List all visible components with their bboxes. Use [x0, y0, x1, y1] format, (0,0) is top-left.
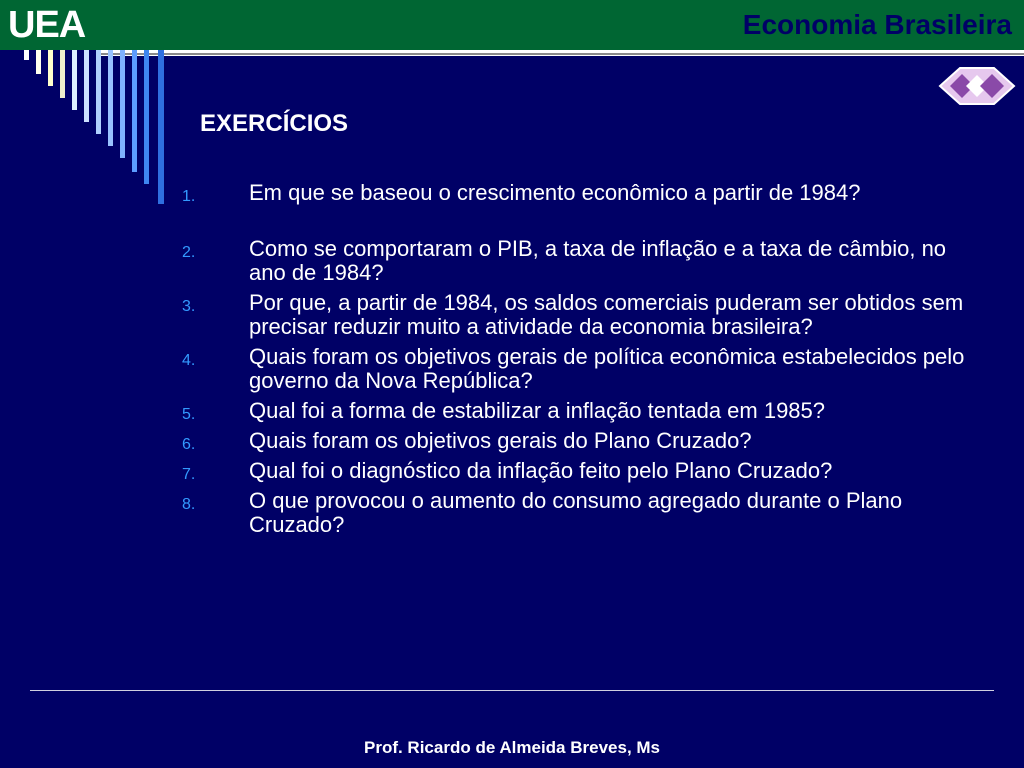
logo-text: UEA	[8, 4, 86, 46]
diamond-logo-icon	[936, 64, 1018, 108]
list-item	[182, 345, 972, 393]
item-number: 3.	[182, 298, 196, 315]
footer-author: Prof. Ricardo de Almeida Breves, Ms	[363, 738, 661, 757]
decorative-stripes	[0, 50, 170, 210]
item-number: 7.	[182, 466, 196, 483]
list-item	[182, 291, 972, 339]
item-number: 1.	[182, 188, 196, 205]
header-rule-thin	[100, 55, 1024, 56]
slide-title: EXERCÍCIOS	[200, 110, 349, 137]
item-number: 5.	[182, 406, 196, 423]
item-number: 8.	[182, 496, 196, 513]
list-item	[182, 399, 972, 423]
header-title: Economia Brasileira	[742, 9, 1012, 40]
item-text: Quais foram os objetivos gerais de política econômica estabelecidos pelo governo da Nova República?	[249, 344, 965, 393]
list-item	[182, 459, 972, 483]
item-number: 4.	[182, 352, 196, 369]
item-text: Quais foram os objetivos gerais do Plano Cruzado?	[249, 428, 752, 453]
list-item	[182, 181, 972, 205]
exercise-list	[182, 181, 972, 543]
logo	[0, 0, 100, 50]
list-item	[182, 429, 972, 453]
list-item	[182, 237, 972, 285]
item-text: Em que se baseou o crescimento econômico a partir de 1984?	[249, 180, 861, 205]
item-text: Por que, a partir de 1984, os saldos comerciais puderam ser obtidos sem precisar reduzir muito a atividade da economia brasileira?	[249, 290, 964, 339]
item-text: Como se comportaram o PIB, a taxa de inflação e a taxa de câmbio, no ano de 1984?	[249, 236, 947, 285]
item-number: 2.	[182, 244, 196, 261]
item-number: 6.	[182, 436, 196, 453]
item-text: Qual foi a forma de estabilizar a inflação tentada em 1985?	[249, 398, 826, 423]
list-item	[182, 489, 972, 537]
item-text: O que provocou o aumento do consumo agregado durante o Plano Cruzado?	[249, 488, 903, 537]
item-text: Qual foi o diagnóstico da inflação feito pelo Plano Cruzado?	[249, 458, 833, 483]
footer-divider	[30, 690, 994, 691]
